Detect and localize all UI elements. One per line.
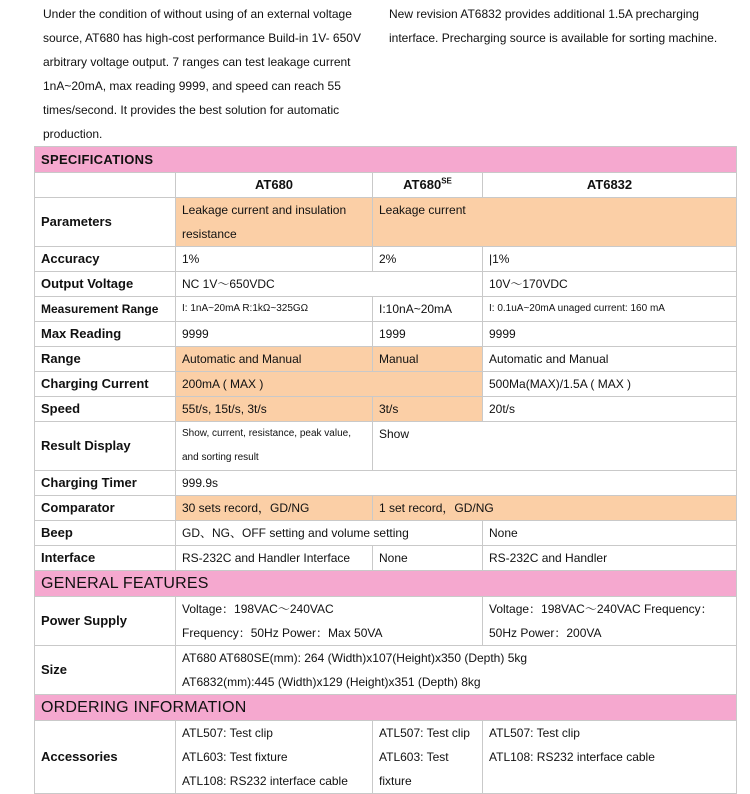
cell-value: RS-232C and Handler (483, 546, 737, 571)
row-label: Speed (35, 397, 176, 422)
row-label: Parameters (35, 198, 176, 247)
cell-value: |1% (483, 247, 737, 272)
cell-value: GD、NG、OFF setting and volume setting (176, 521, 483, 546)
table-row (35, 272, 737, 297)
row-label: Result Display (35, 422, 176, 471)
table-row (35, 247, 737, 272)
cell-line: ATL507: Test clip (182, 726, 273, 740)
table-row (35, 198, 737, 247)
section-title: GENERAL FEATURES (35, 571, 737, 597)
cell-line: AT680 AT680SE(mm): 264 (Width)x107(Height)x350 (Depth) 5kg (182, 651, 528, 665)
cell-value: I: 1nA~20mA R:1kΩ~325GΩ (176, 297, 373, 322)
cell-value: Automatic and Manual (176, 347, 373, 372)
cell-line: ATL603: Test (379, 750, 449, 764)
cell-value: 55t/s, 15t/s, 3t/s (176, 397, 373, 422)
table-row (35, 422, 737, 471)
cell-value: Automatic and Manual (483, 347, 737, 372)
intro-section (0, 0, 750, 146)
row-label: Size (35, 646, 176, 695)
row-label: Charging Current (35, 372, 176, 397)
cell-value: 10V～170VDC (483, 272, 737, 297)
cell-value: RS-232C and Handler Interface (176, 546, 373, 571)
table-row (35, 397, 737, 422)
section-title: ORDERING INFORMATION (35, 695, 737, 721)
cell-value: 2% (373, 247, 483, 272)
row-label: Range (35, 347, 176, 372)
cell-value (176, 721, 373, 794)
intro-line: arbitrary voltage output. 7 ranges can test leakage current (43, 55, 351, 69)
cell-line: fixture (379, 774, 412, 788)
cell-line: and sorting result (182, 452, 259, 463)
cell-value: Leakage current (373, 198, 737, 247)
table-row (35, 646, 737, 695)
cell-value (373, 721, 483, 794)
cell-value: 1 set record，GD/NG (373, 496, 737, 521)
model-at6832: AT6832 (483, 173, 737, 198)
table-row (35, 322, 737, 347)
cell-value: Show (373, 422, 737, 471)
row-label: Interface (35, 546, 176, 571)
row-label: Measurement Range (35, 297, 176, 322)
intro-line: times/second. It provides the best solution for automatic (43, 103, 340, 117)
row-label: Max Reading (35, 322, 176, 347)
intro-line: New revision AT6832 provides additional 1.5A precharging (389, 7, 699, 21)
cell-value (176, 597, 483, 646)
cell-value: 999.9s (176, 471, 737, 496)
cell-value: 1% (176, 247, 373, 272)
intro-line: source, AT680 has high-cost performance Build-in 1V- 650V (43, 31, 361, 45)
cell-line: Frequency：50Hz Power：Max 50VA (182, 626, 383, 640)
cell-value: 500Ma(MAX)/1.5A ( MAX ) (483, 372, 737, 397)
empty-cell (35, 173, 176, 198)
row-label: Output Voltage (35, 272, 176, 297)
cell-line: Show, current, resistance, peak value, (182, 428, 351, 439)
row-label: Beep (35, 521, 176, 546)
cell-line: ATL108: RS232 interface cable (182, 774, 348, 788)
cell-line: ATL108: RS232 interface cable (489, 750, 655, 764)
intro-line: 1nA~20mA, max reading 9999, and speed can reach 55 (43, 79, 341, 93)
specifications-header-row (35, 147, 737, 173)
cell-value: None (483, 521, 737, 546)
model-header-row (35, 173, 737, 198)
general-features-header-row (35, 571, 737, 597)
table-row (35, 471, 737, 496)
cell-value: Manual (373, 347, 483, 372)
cell-line: AT6832(mm):445 (Width)x129 (Height)x351 (Depth) 8kg (182, 675, 481, 689)
table-row (35, 372, 737, 397)
cell-line: ATL507: Test clip (489, 726, 580, 740)
intro-right-text (389, 2, 739, 50)
cell-value: 9999 (176, 322, 373, 347)
cell-line: Voltage：198VAC～240VAC (182, 602, 334, 616)
row-label: Accessories (35, 721, 176, 794)
section-title: SPECIFICATIONS (35, 147, 737, 173)
cell-value: 20t/s (483, 397, 737, 422)
table-row (35, 347, 737, 372)
cell-value: 200mA ( MAX ) (176, 372, 483, 397)
row-label: Power Supply (35, 597, 176, 646)
cell-value (483, 597, 737, 646)
model-name: AT680 (403, 177, 442, 192)
cell-line: ATL507: Test clip (379, 726, 470, 740)
cell-value: 9999 (483, 322, 737, 347)
cell-value: 1999 (373, 322, 483, 347)
table-row (35, 496, 737, 521)
cell-line: Voltage：198VAC～240VAC Frequency： (489, 602, 713, 616)
cell-value: 30 sets record，GD/NG (176, 496, 373, 521)
model-suffix: SE (441, 176, 452, 186)
intro-line: Under the condition of without using of an external voltage (43, 7, 352, 21)
cell-value: None (373, 546, 483, 571)
table-row (35, 721, 737, 794)
cell-value (176, 646, 737, 695)
cell-line: ATL603: Test fixture (182, 750, 288, 764)
specifications-table (34, 146, 737, 794)
cell-value (176, 422, 373, 471)
cell-value (483, 721, 737, 794)
cell-value: Leakage current and insulation resistance (176, 198, 373, 247)
row-label: Charging Timer (35, 471, 176, 496)
intro-line: interface. Precharging source is available for sorting machine. (389, 31, 718, 45)
intro-line: production. (43, 127, 103, 141)
cell-value: 3t/s (373, 397, 483, 422)
ordering-information-header-row (35, 695, 737, 721)
table-row (35, 546, 737, 571)
cell-value: NC 1V～650VDC (176, 272, 483, 297)
model-at680: AT680 (176, 173, 373, 198)
cell-value: I:10nA~20mA (373, 297, 483, 322)
table-row (35, 297, 737, 322)
table-row (35, 521, 737, 546)
intro-left-text (43, 2, 363, 146)
row-label: Accuracy (35, 247, 176, 272)
row-label: Comparator (35, 496, 176, 521)
cell-line: 50Hz Power：200VA (489, 626, 602, 640)
table-row (35, 597, 737, 646)
model-at680se (373, 173, 483, 198)
cell-value: I: 0.1uA~20mA unaged current: 160 mA (483, 297, 737, 322)
